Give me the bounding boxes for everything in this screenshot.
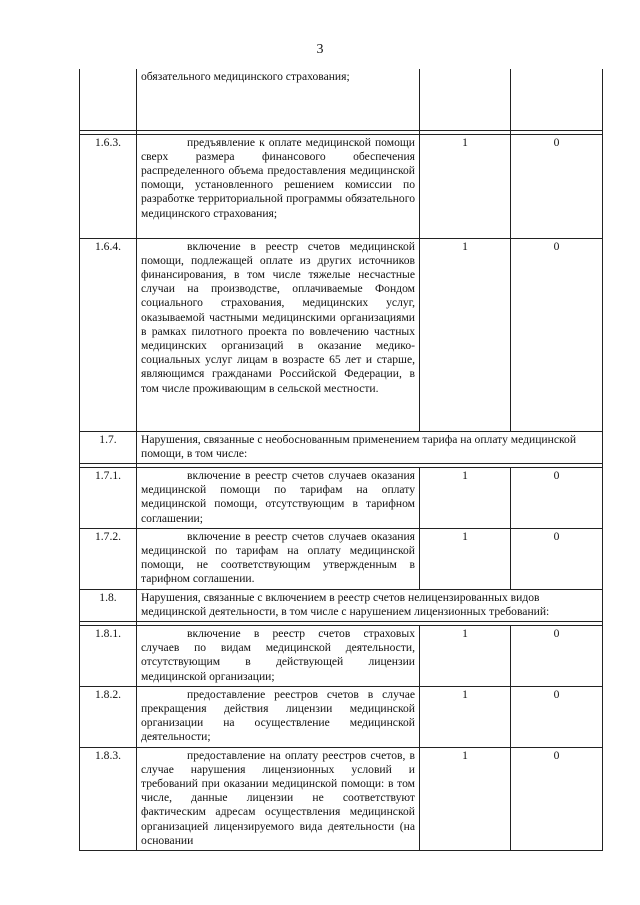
row-description: предоставление на оплату реестров счетов, в случае нарушения лицензионных условий и требований при оказании медицинской помощи: в том числе, данные лицензии не соответствуют фактическим адресам осуществления медицинской организацией лицензируемого вида деятельности (на основании xyxy=(137,747,420,850)
row-value-1: 1 xyxy=(420,686,511,747)
row-value-1: 1 xyxy=(420,747,511,850)
row-number: 1.8.2. xyxy=(80,686,137,747)
table-row xyxy=(80,686,603,747)
row-description: включение в реестр счетов случаев оказания медицинской помощи по тарифам на оплату медицинской помощи, отсутствующим в тарифном соглашении; xyxy=(137,467,420,528)
violations-table xyxy=(79,69,603,851)
row-description: включение в реестр счетов страховых случаев по видам медицинской деятельности, отсутствующим в действующей лицензии медицинской организации; xyxy=(137,625,420,686)
table-row xyxy=(80,69,603,130)
table-row xyxy=(80,467,603,528)
table-row xyxy=(80,528,603,589)
row-number: 1.7.1. xyxy=(80,467,137,528)
section-row xyxy=(80,589,603,621)
row-number xyxy=(80,69,137,130)
row-value-2: 0 xyxy=(511,528,603,589)
section-number: 1.7. xyxy=(80,431,137,463)
section-row xyxy=(80,431,603,463)
section-title: Нарушения, связанные с необоснованным применением тарифа на оплату медицинской помощи, в том числе: xyxy=(137,431,603,463)
row-value-2: 0 xyxy=(511,625,603,686)
row-value-1: 1 xyxy=(420,528,511,589)
table-row xyxy=(80,625,603,686)
row-value-2: 0 xyxy=(511,747,603,850)
section-number: 1.8. xyxy=(80,589,137,621)
row-number: 1.7.2. xyxy=(80,528,137,589)
row-number: 1.6.4. xyxy=(80,238,137,431)
table-row xyxy=(80,747,603,850)
row-number: 1.6.3. xyxy=(80,134,137,238)
row-description: предоставление реестров счетов в случае прекращения действия лицензии медицинской организации на осуществление медицинской деятельности; xyxy=(137,686,420,747)
row-value-1 xyxy=(420,69,511,130)
row-description: обязательного медицинского страхования; xyxy=(137,69,420,130)
row-number: 1.8.3. xyxy=(80,747,137,850)
row-value-1: 1 xyxy=(420,238,511,431)
row-value-2: 0 xyxy=(511,686,603,747)
row-value-2: 0 xyxy=(511,467,603,528)
table-row xyxy=(80,238,603,431)
page-number: 3 xyxy=(316,42,324,57)
row-number: 1.8.1. xyxy=(80,625,137,686)
row-description: предъявление к оплате медицинской помощи сверх размера финансового обеспечения распределенного объема предоставления медицинской помощи, установленного решением комиссии по разработке территориальной программы обязательного медицинского страхования; xyxy=(137,134,420,238)
section-title: Нарушения, связанные с включением в реестр счетов нелицензированных видов медицинской деятельности, в том числе с нарушением лицензионных требований: xyxy=(137,589,603,621)
row-value-2: 0 xyxy=(511,238,603,431)
table-row xyxy=(80,134,603,238)
row-value-1: 1 xyxy=(420,134,511,238)
row-value-1: 1 xyxy=(420,625,511,686)
row-value-2 xyxy=(511,69,603,130)
row-description: включение в реестр счетов случаев оказания медицинской по тарифам на оплату медицинской помощи, не соответствующим утвержденным в тарифном соглашении. xyxy=(137,528,420,589)
row-value-2: 0 xyxy=(511,134,603,238)
row-description: включение в реестр счетов медицинской помощи, подлежащей оплате из других источников финансирования, в том числе тяжелые несчастные случаи на производстве, оплачиваемые Фондом социального страхования, медицинских услуг, оказываемой частными медицинскими организациями в рамках пилотного проекта по вовлечению частных медицинских организаций в оказание медико-социальных услуг лицам в возрасте 65 лет и старше, являющимся гражданами Российской Федерации, в том числе проживающим в сельской местности. xyxy=(137,238,420,431)
row-value-1: 1 xyxy=(420,467,511,528)
